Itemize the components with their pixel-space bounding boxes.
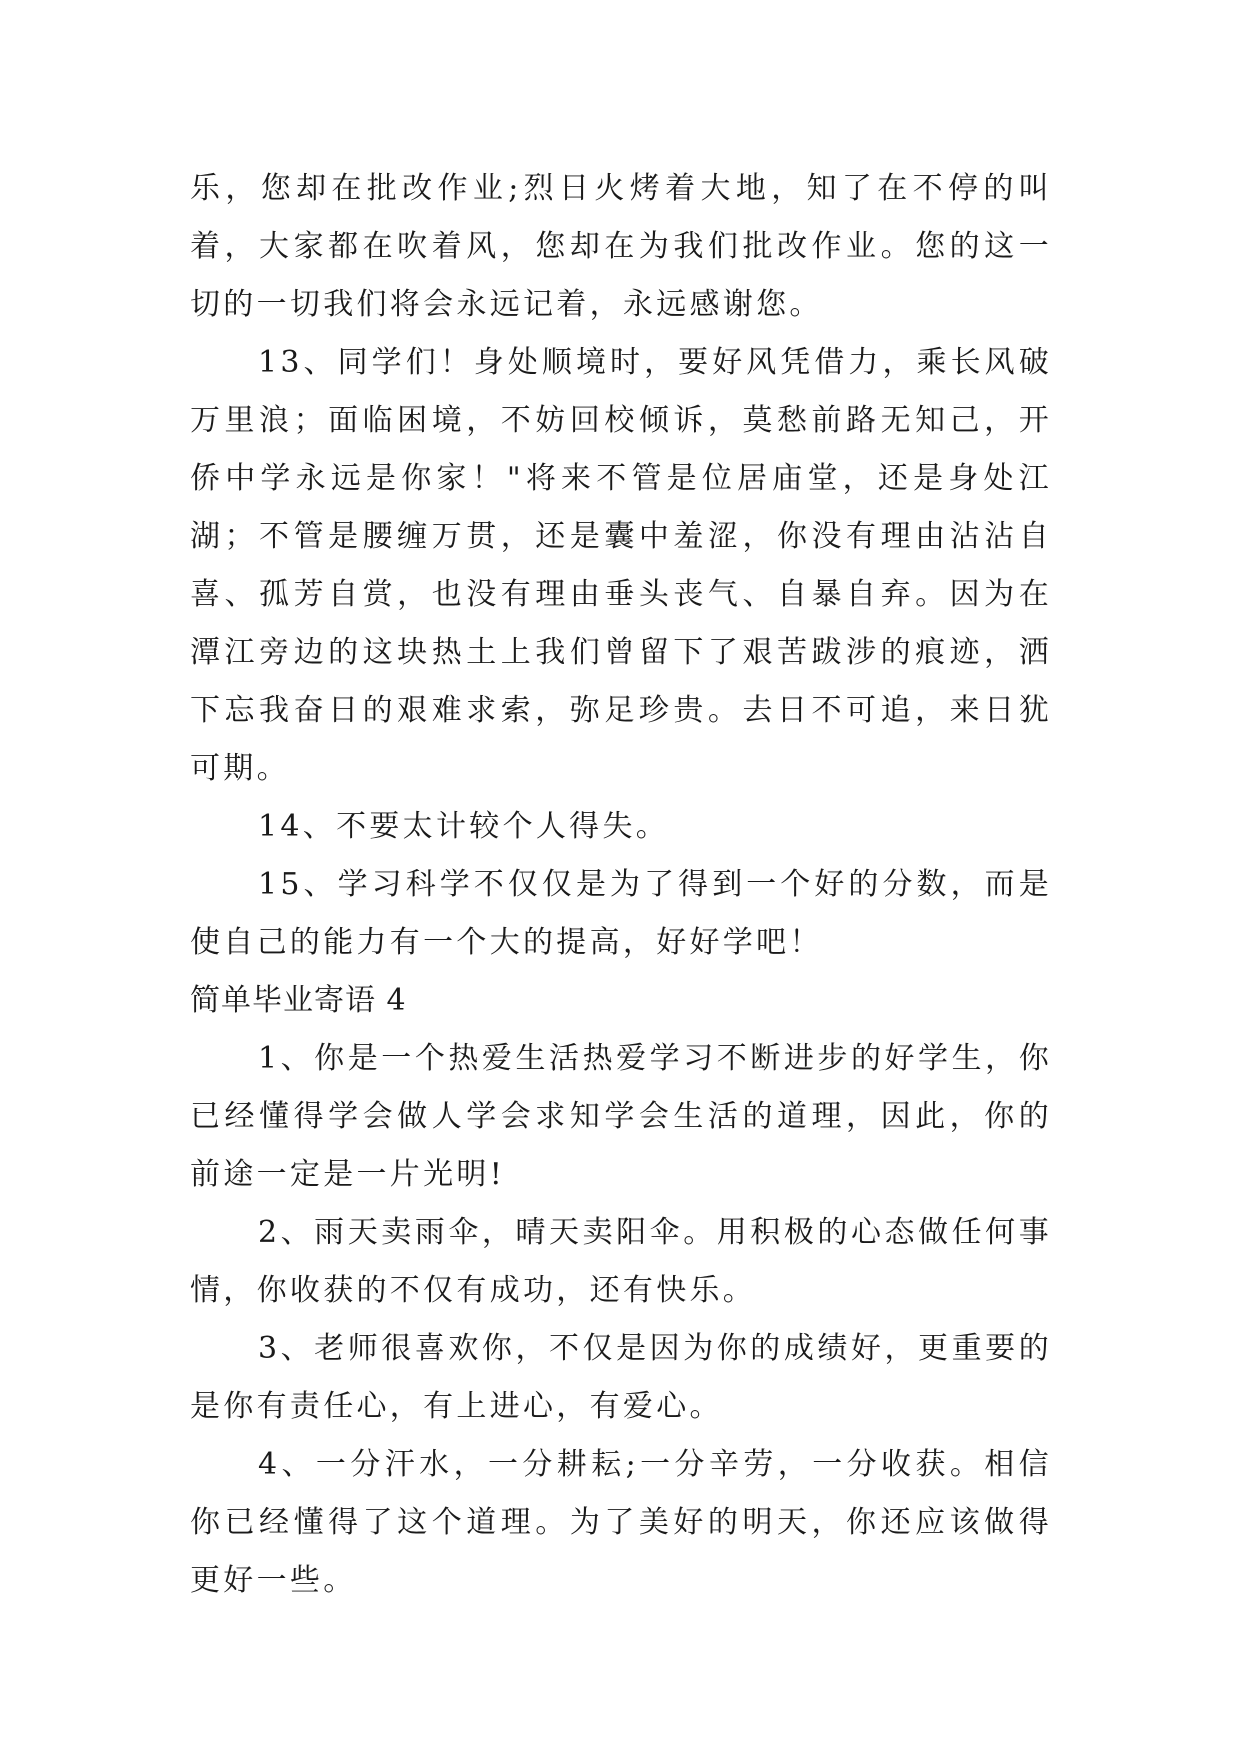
paragraph-item-15: 15、学习科学不仅仅是为了得到一个好的分数，而是使自己的能力有一个大的提高，好好学吧！ <box>190 867 1052 960</box>
paragraph-continuation: 乐，您却在批改作业;烈日火烤着大地，知了在不停的叫着，大家都在吹着风，您却在为我们批改作业。您的这一切的一切我们将会永远记着，永远感谢您。 <box>190 171 1052 322</box>
paragraph-item-4: 4、一分汗水，一分耕耘;一分辛劳，一分收获。相信你已经懂得了这个道理。为了美好的明天，你还应该做得更好一些。 <box>190 1447 1052 1598</box>
paragraph-item-1: 1、你是一个热爱生活热爱学习不断进步的好学生，你已经懂得学会做人学会求知学会生活的道理，因此，你的前途一定是一片光明! <box>190 1041 1052 1192</box>
paragraph-item-14: 14、不要太计较个人得失。 <box>258 809 670 844</box>
document-body <box>190 160 1052 1610</box>
section-heading: 简单毕业寄语 4 <box>190 983 407 1018</box>
paragraph-item-2: 2、雨天卖雨伞，晴天卖阳伞。用积极的心态做任何事情，你收获的不仅有成功，还有快乐。 <box>190 1215 1052 1308</box>
paragraph-item-13: 13、同学们！身处顺境时，要好风凭借力，乘长风破万里浪；面临困境，不妨回校倾诉，莫愁前路无知己，开侨中学永远是你家！"将来不管是位居庙堂，还是身处江湖；不管是腰缠万贯，还是囊中羞涩，你没有理由沾沾自喜、孤芳自赏，也没有理由垂头丧气、自暴自弃。因为在潭江旁边的这块热土上我们曾留下了艰苦跋涉的痕迹，洒下忘我奋日的艰难求索，弥足珍贵。去日不可追，来日犹可期。 <box>190 345 1052 786</box>
paragraph-item-3: 3、老师很喜欢你，不仅是因为你的成绩好，更重要的是你有责任心，有上进心，有爱心。 <box>190 1331 1052 1424</box>
